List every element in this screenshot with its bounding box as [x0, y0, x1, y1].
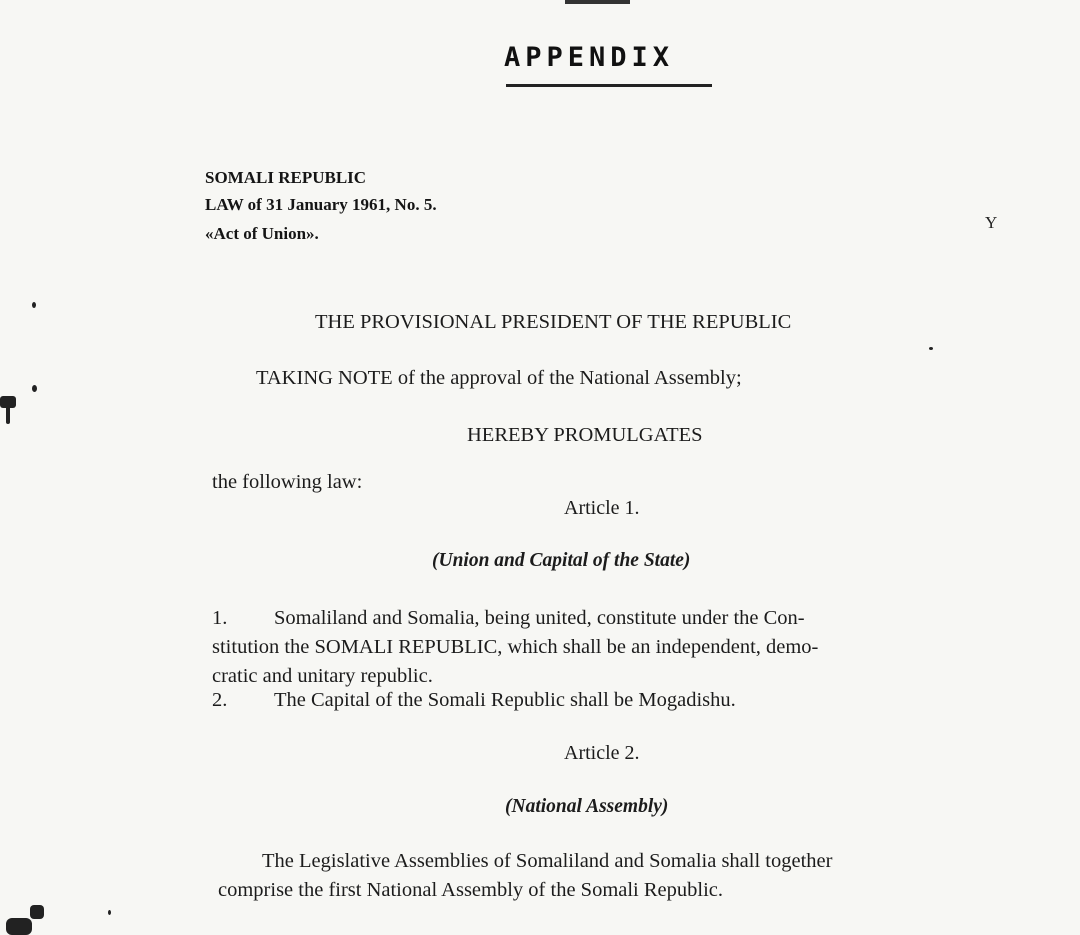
- header-act-name: «Act of Union».: [205, 224, 319, 243]
- scan-speck: [6, 404, 10, 424]
- article-2-line-1: The Legislative Assemblies of Somaliland and Somalia shall together: [262, 850, 833, 872]
- scan-speck: [32, 385, 37, 392]
- appendix-heading: APPENDIX: [504, 42, 675, 73]
- scan-speck: [30, 905, 44, 919]
- scan-speck: [929, 347, 933, 350]
- article-2-title: Article 2.: [564, 742, 640, 764]
- cropped-top-text: [565, 0, 630, 8]
- article-1-title: Article 1.: [564, 497, 640, 519]
- preamble-following: the following law:: [212, 471, 363, 493]
- header-law-date: LAW of 31 January 1961, No. 5.: [205, 195, 437, 214]
- preamble-authority: THE PROVISIONAL PRESIDENT OF THE REPUBLIC: [315, 311, 792, 333]
- header-country: SOMALI REPUBLIC: [205, 168, 367, 187]
- margin-mark: Y: [985, 213, 998, 232]
- article-1-clause-1: [212, 604, 1027, 691]
- article-2-line-2: comprise the first National Assembly of the Somali Republic.: [218, 879, 724, 901]
- heading-underline: [506, 84, 712, 87]
- article-2-subtitle: (National Assembly): [505, 796, 669, 817]
- clause-line: The Capital of the Somali Republic shall be Mogadishu.: [274, 689, 736, 711]
- article-1-clause-2: [212, 686, 1027, 715]
- scan-speck: [32, 302, 36, 308]
- clause-line: cratic and unitary republic.: [212, 665, 433, 687]
- preamble-promulgates: HEREBY PROMULGATES: [467, 424, 703, 446]
- clause-line: Somaliland and Somalia, being united, constitute under the Con-: [274, 607, 805, 629]
- article-1-subtitle: (Union and Capital of the State): [432, 550, 691, 571]
- clause-number: 1.: [212, 607, 228, 629]
- clause-line: stitution the SOMALI REPUBLIC, which shall be an independent, demo-: [212, 636, 819, 658]
- preamble-taking-note: TAKING NOTE of the approval of the National Assembly;: [256, 367, 742, 389]
- scan-speck: [6, 918, 32, 935]
- clause-number: 2.: [212, 689, 228, 711]
- scan-speck: [108, 910, 111, 915]
